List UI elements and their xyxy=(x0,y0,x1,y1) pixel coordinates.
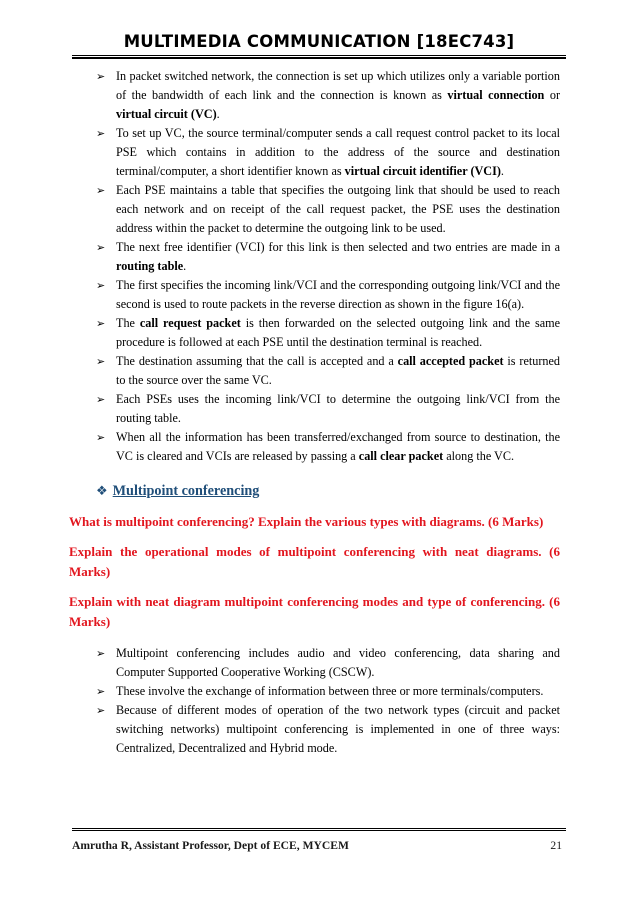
bold-term: routing table xyxy=(116,259,184,273)
bullet-text: The xyxy=(116,316,140,330)
bold-term: call accepted packet xyxy=(397,354,504,368)
arrow-bullet-icon: ➢ xyxy=(96,431,106,444)
bullet-text: . xyxy=(216,107,220,121)
exam-question-3: Explain with neat diagram multipoint conferencing modes and type of conferencing. (6 Marks) xyxy=(69,594,560,629)
arrow-bullet-icon: ➢ xyxy=(96,127,106,140)
arrow-bullet-icon: ➢ xyxy=(96,70,106,83)
bullet-item xyxy=(72,181,560,238)
bullet-text: along the VC. xyxy=(443,449,515,463)
footer-author: Amrutha R, Assistant Professor, Dept of ECE, MYCEM xyxy=(72,839,349,852)
arrow-bullet-icon: ➢ xyxy=(96,704,106,717)
bullet-item xyxy=(72,67,560,124)
bullet-text: Because of different modes of operation of the two network types (circuit and packet switching networks) multipoint conferencing is implemented in one of three ways: Centralized, Decentralized and Hybrid mode. xyxy=(116,703,560,755)
arrow-bullet-icon: ➢ xyxy=(96,685,106,698)
bold-term: virtual circuit identifier (VCI) xyxy=(344,164,501,178)
exam-questions xyxy=(69,512,560,632)
bullet-text: Multipoint conferencing includes audio and video conferencing, data sharing and Computer Supported Cooperative Working (CSCW). xyxy=(116,646,560,679)
conferencing-bullet-list xyxy=(72,644,560,758)
bullet-item xyxy=(72,124,560,181)
bullet-item xyxy=(72,390,560,428)
diamond-bullet-icon: ❖ xyxy=(96,484,108,499)
arrow-bullet-icon: ➢ xyxy=(96,184,106,197)
exam-question-1: What is multipoint conferencing? Explain the various types with diagrams. (6 Marks) xyxy=(69,514,544,529)
arrow-bullet-icon: ➢ xyxy=(96,317,106,330)
page-footer xyxy=(72,828,566,852)
page-content xyxy=(69,67,561,758)
section-heading xyxy=(72,481,560,502)
bullet-text: is returned to the source over the same VC. xyxy=(116,354,561,387)
bullet-item xyxy=(72,314,560,352)
bullet-text: . xyxy=(500,164,504,178)
bullet-item xyxy=(72,428,560,466)
bullet-text: The first specifies the incoming link/VCI and the corresponding outgoing link/VCI and the second is used to route packets in the reverse direction as shown in the figure 16(a). xyxy=(116,278,560,311)
bold-term: call request packet xyxy=(139,316,241,330)
page-number: 21 xyxy=(550,839,562,852)
bullet-text: In packet switched network, the connection is set up which utilizes only a variable portion of the bandwidth of each link and the connection is known as xyxy=(116,69,560,102)
arrow-bullet-icon: ➢ xyxy=(96,241,106,254)
bold-term: call clear packet xyxy=(358,449,444,463)
bullet-text: Each PSE maintains a table that specifies the outgoing link that should be used to reach each network and on receipt of the call request packet, the PSE uses the destination address within the packet to determine the outgoing link to be used. xyxy=(116,183,560,235)
page-header: MULTIMEDIA COMMUNICATION [18EC743] xyxy=(123,32,515,51)
header-rule xyxy=(72,55,566,56)
bullet-item xyxy=(72,682,560,701)
vc-bullet-list xyxy=(72,67,560,466)
arrow-bullet-icon: ➢ xyxy=(96,279,106,292)
bold-term: virtual connection xyxy=(447,88,545,102)
bullet-item xyxy=(72,238,560,276)
section-title: Multipoint conferencing xyxy=(112,483,260,499)
bullet-text: is then forwarded on the selected outgoing link and the same procedure is followed at each PSE until the destination terminal is reached. xyxy=(116,316,560,349)
bullet-text: Each PSEs uses the incoming link/VCI to determine the outgoing link/VCI from the routing table. xyxy=(116,392,560,425)
arrow-bullet-icon: ➢ xyxy=(96,393,106,406)
bullet-text: or xyxy=(544,88,561,102)
bullet-text: . xyxy=(183,259,187,273)
bullet-text: The destination assuming that the call is accepted and a xyxy=(116,354,398,368)
header-rule-thick xyxy=(72,57,566,59)
bullet-text: When all the information has been transferred/exchanged from source to destination, the VC is cleared and VCIs are released by passing a xyxy=(116,430,560,463)
bullet-text: These involve the exchange of information between three or more terminals/computers. xyxy=(116,684,544,698)
bullet-text: To set up VC, the source terminal/computer sends a call request control packet to its local PSE which contains in addition to the address of the source and destination terminal/computer, a short identifier known as xyxy=(116,126,560,178)
bullet-item xyxy=(72,644,560,682)
exam-question-2: Explain the operational modes of multipoint conferencing with neat diagrams. (6 Marks) xyxy=(69,544,560,579)
bullet-text: The next free identifier (VCI) for this link is then selected and two entries are made in a xyxy=(116,240,560,254)
bullet-item xyxy=(72,276,560,314)
bullet-item xyxy=(72,352,560,390)
arrow-bullet-icon: ➢ xyxy=(96,647,106,660)
bold-term: virtual circuit (VC) xyxy=(116,107,217,121)
arrow-bullet-icon: ➢ xyxy=(96,355,106,368)
bullet-item xyxy=(72,701,560,758)
